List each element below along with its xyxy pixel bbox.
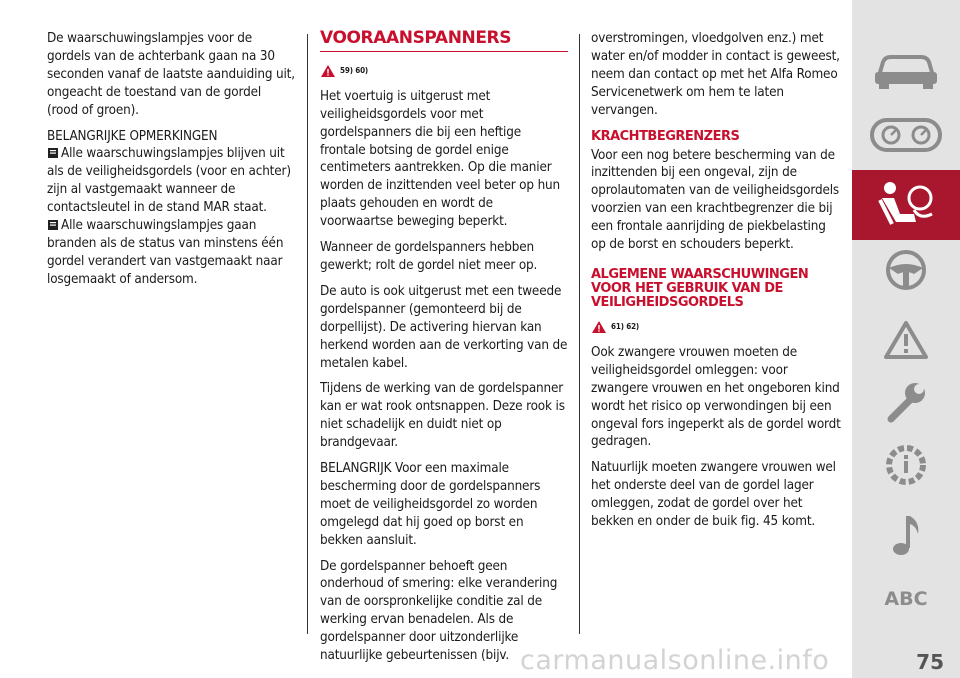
section-heading: ALGEMENE WAARSCHUWINGEN VOOR HET GEBRUIK VAN DE VEILIGHEIDSGORDELS xyxy=(591,266,809,310)
chapter-tab-safety[interactable] xyxy=(852,170,960,240)
warning-triangle-icon xyxy=(591,320,607,334)
paragraph: Wanneer de gordelspanners hebben gewerkt; rolt de gordel niet meer op. xyxy=(320,240,538,273)
notes-title: BELANGRIJKE OPMERKINGEN xyxy=(47,128,218,144)
column-divider xyxy=(307,34,308,634)
note-text: Alle waarschuwingslampjes gaan branden als de status van minstens één gordel verandert van vastgemaakt naar losgemaakt of andersom. xyxy=(47,218,284,287)
chapter-sidebar xyxy=(852,0,960,678)
chapter-tab-dashboard[interactable] xyxy=(852,105,960,165)
paragraph: Het voertuig is uitgerust met veiligheidsgordels voor met gordelspanners die bij een heftige frontale botsing de gordel enige centimeters aantrekken. Op die manier worden de inzittenden veel beter op hun plaats gehouden en wordt de voorwaartse beweging beperkt. xyxy=(320,88,561,230)
seat-safety-icon xyxy=(876,180,936,230)
music-note-icon xyxy=(888,512,924,558)
chapter-tab-multimedia[interactable] xyxy=(852,505,960,565)
paragraph: Tijdens de werking van de gordelspanner kan er wat rook ontsnappen. Deze rook is niet schadelijk en duidt niet op brandgevaar. xyxy=(320,381,565,451)
warning-reference xyxy=(591,318,841,336)
warning-reference xyxy=(320,62,568,80)
book-icon xyxy=(47,147,59,159)
warning-ref-text: 59) 60) xyxy=(340,65,369,75)
dashboard-icon xyxy=(869,117,943,153)
watermark: carmanualsonline.info xyxy=(520,645,830,676)
note-item xyxy=(47,145,295,217)
chapter-tab-emergency[interactable] xyxy=(852,310,960,370)
chapter-tab-technical[interactable] xyxy=(852,435,960,495)
warning-ref-text: 61) 62) xyxy=(611,321,640,331)
column-1 xyxy=(47,30,295,297)
paragraph: De gordelspanner behoeft geen onderhoud of smering: elke verandering van de oorspronkelijke conditie zal de werking ervan benadelen. Als de gordelspanner door uitzonderlijke natuurlijke gebeurtenissen (bijv. xyxy=(320,558,558,664)
paragraph: De auto is ook uitgerust met een tweede gordelspanner (gemonteerd bij de dorpellijst). De activering hiervan kan herkend worden aan de verkorting van de metalen kabel. xyxy=(320,283,568,371)
column-divider xyxy=(579,34,580,634)
note-text: Alle waarschuwingslampjes blijven uit als de veiligheidsgordels (voor en achter) zijn al vastgemaakt wanneer de contactsleutel in de stand MAR staat. xyxy=(47,146,291,216)
warning-triangle-icon xyxy=(320,64,336,78)
chapter-tab-maintenance[interactable] xyxy=(852,372,960,432)
wrench-icon xyxy=(883,379,929,425)
paragraph: BELANGRIJK Voor een maximale bescherming door de gordelspanners moet de veiligheidsgordel zo worden omgelegd dat hij goed op borst en bekken aansluit. xyxy=(320,461,541,548)
page-number: 75 xyxy=(916,650,944,674)
paragraph: overstromingen, vloedgolven enz.) met water en/of modder in contact is geweest, neem dan contact op met het Alfa Romeo Servicenetwerk om hem te laten vervangen. xyxy=(591,31,840,118)
section-heading: KRACHTBEGRENZERS xyxy=(591,128,740,144)
warning-triangle-icon xyxy=(883,320,929,360)
note-item xyxy=(47,217,295,289)
chapter-tab-vehicle[interactable] xyxy=(852,40,960,100)
column-2 xyxy=(320,30,568,673)
paragraph: De waarschuwingslampjes voor de gordels van de achterbank gaan na 30 seconden vanaf de laatste aanduiding uit, ongeacht de toestand van de gordel (rood of groen). xyxy=(47,31,295,118)
paragraph: Ook zwangere vrouwen moeten de veiligheidsgordel omleggen: voor zwangere vrouwen en het ongeboren kind wordt het risico op verwondingen bij een ongeval fors ingeperkt als de gordel wordt gedragen. xyxy=(591,344,841,450)
book-icon xyxy=(47,219,59,231)
car-icon xyxy=(871,50,941,90)
paragraph: Natuurlijk moeten zwangere vrouwen wel het onderste deel van de gordel lager omleggen, zodat de gordel over het bekken en onder de buik fig. 45 komt. xyxy=(591,460,836,530)
section-heading: VOORAANSPANNERS xyxy=(320,30,568,52)
steering-wheel-icon xyxy=(884,248,928,292)
info-gear-icon xyxy=(883,442,929,488)
column-3 xyxy=(591,30,841,539)
chapter-tab-index[interactable]: ABC xyxy=(884,588,928,610)
paragraph: Voor een nog betere bescherming van de inzittenden bij een ongeval, zijn de oprolautomaten van de veiligheidsgordels voorzien van een krachtbegrenzer die bij een frontale aanrijding de piekbelasting op de borst en schouders beperkt. xyxy=(591,147,840,253)
chapter-tab-driving[interactable] xyxy=(852,240,960,300)
